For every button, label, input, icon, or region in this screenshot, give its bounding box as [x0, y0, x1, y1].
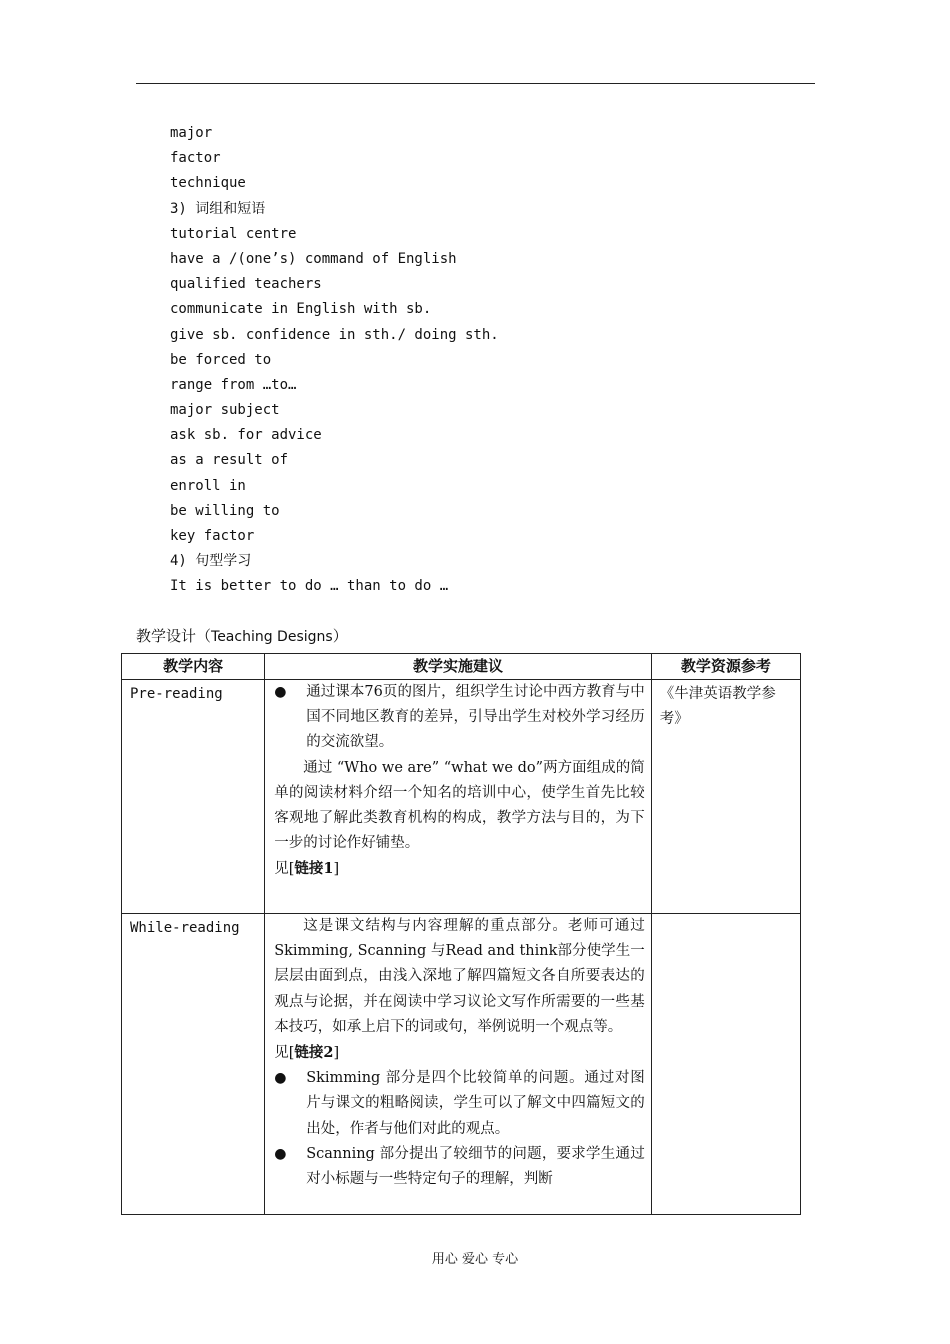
bullet-dot-icon: ●: [274, 684, 287, 700]
stage-cell: Pre-reading: [122, 680, 265, 914]
table-row: [122, 680, 801, 914]
link-prefix: 见[: [274, 1045, 295, 1062]
table-header-row: [122, 654, 801, 680]
suggestion-cell: [265, 914, 652, 1215]
bullet-item: [274, 680, 645, 756]
vocab-line: communicate in English with sb.: [170, 301, 432, 318]
table-row: [122, 914, 801, 1215]
header-suggestions: 教学实施建议: [265, 654, 652, 680]
vocab-line: ask sb. for advice: [170, 427, 322, 444]
vocab-line: technique: [170, 175, 246, 192]
paragraph: 这是课文结构与内容理解的重点部分。老师可通过Skimming, Scanning 与Read and think部分使学生一层层由面到点，由浅入深地了解四篇短文各自所要表达的观点与论据，并在阅读中学习议论文写作所需要的一些基本技巧，如承上启下的词或句，举例说明一个观点等。: [274, 918, 645, 1035]
link-2[interactable]: 链接2: [294, 1044, 334, 1062]
vocab-line: qualified teachers: [170, 276, 322, 293]
suggestion-cell: [265, 680, 652, 914]
page-footer: 用心 爱心 专心: [431, 1252, 519, 1267]
vocab-line: factor: [170, 150, 221, 167]
section-heading-phrases: 3) 词组和短语: [170, 200, 266, 217]
vocab-line: enroll in: [170, 477, 246, 494]
bullet-dot-icon: ●: [274, 1145, 287, 1162]
paragraph: 通过 “Who we are” “what we do”两方面组成的简单的阅读材料介绍一个知名的培训中心，使学生首先比较客观地了解此类教育机构的构成，教学方法与目的，为下一步的讨论作好铺垫。: [274, 759, 645, 852]
teaching-designs-heading: [136, 625, 348, 646]
bullet-text: 通过课本76页的图片，组织学生讨论中西方教育与中国不同地区教育的差异，引导出学生对校外学习经历的交流欲望。: [306, 684, 645, 751]
link-suffix: ]: [333, 861, 340, 878]
bullet-item: [274, 1142, 645, 1192]
vocab-line: be willing to: [170, 502, 280, 519]
vocab-line: tutorial centre: [170, 225, 297, 242]
resource-cell: [651, 914, 800, 1215]
vocabulary-list: [170, 121, 499, 600]
vocab-line: have a /(one’s) command of English: [170, 250, 457, 267]
link-1[interactable]: 链接1: [294, 860, 334, 878]
vocab-line: major subject: [170, 402, 280, 419]
header-content: 教学内容: [122, 654, 265, 680]
header-resources: 教学资源参考: [651, 654, 800, 680]
vocab-line: range from …to…: [170, 376, 297, 393]
vocab-line: give sb. confidence in sth./ doing sth.: [170, 326, 499, 343]
vocab-line: major: [170, 125, 213, 141]
link-reference: [274, 1040, 645, 1066]
bullet-dot-icon: ●: [274, 1070, 287, 1087]
resource-cell: 《牛津英语教学参考》: [651, 680, 800, 914]
link-reference: [274, 856, 645, 882]
heading-close: ）: [332, 629, 348, 645]
link-suffix: ]: [333, 1045, 340, 1062]
bullet-item: [274, 1066, 645, 1142]
section-heading-sentences: 4) 句型学习: [170, 553, 252, 570]
vocab-line: key factor: [170, 528, 255, 544]
bullet-text: Scanning 部分提出了较细节的问题，要求学生通过对小标题与一些特定句子的理解，判断: [306, 1145, 645, 1188]
bullet-text: Skimming 部分是四个比较简单的问题。通过对图片与课文的粗略阅读，学生可以了解文中四篇短文的出处，作者与他们对此的观点。: [306, 1070, 645, 1137]
heading-cn: 教学设计（: [136, 629, 212, 645]
header-rule: [136, 83, 815, 84]
vocab-line: be forced to: [170, 351, 272, 368]
teaching-design-table: [121, 653, 801, 1215]
link-prefix: 见[: [274, 861, 295, 878]
stage-cell: While-reading: [122, 914, 265, 1215]
heading-en: Teaching Designs: [211, 629, 333, 645]
vocab-line: It is better to do … than to do …: [170, 578, 449, 595]
vocab-line: as a result of: [170, 452, 289, 469]
